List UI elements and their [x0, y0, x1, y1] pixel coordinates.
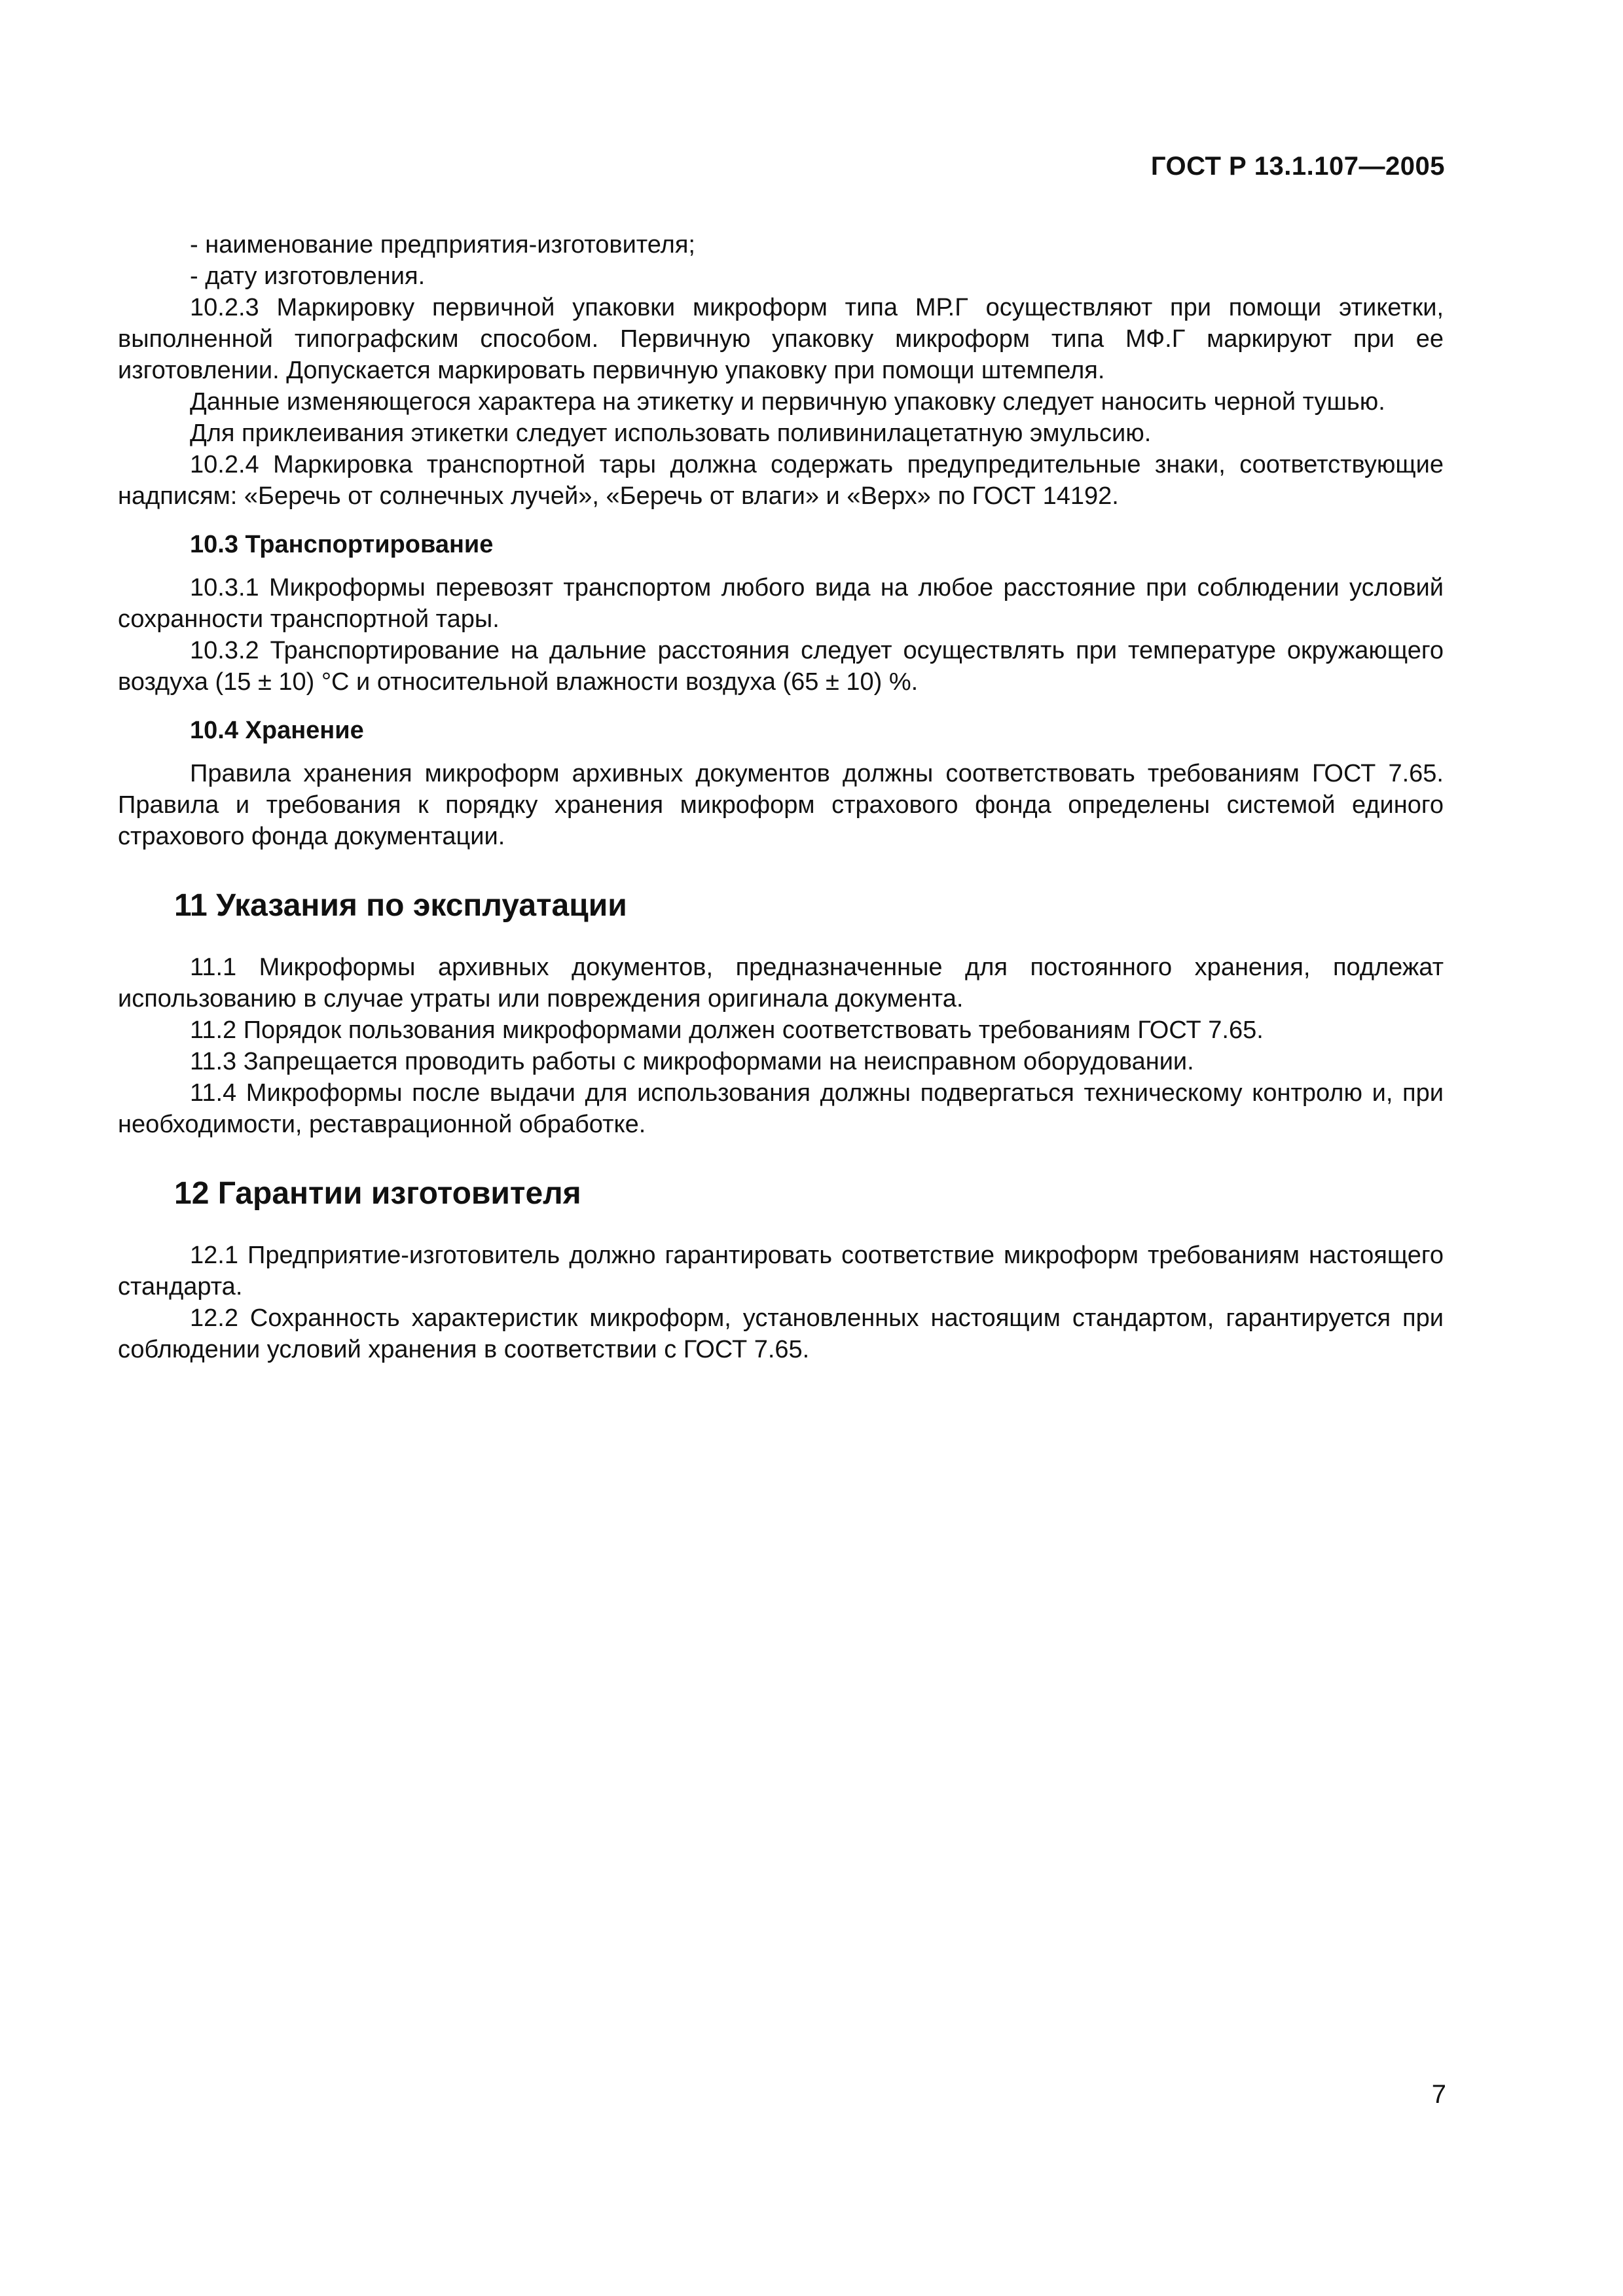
paragraph: - дату изготовления. — [190, 262, 426, 290]
paragraph: Правила хранения микроформ архивных документов должны соответствовать требованиям ГОСТ 7.65. Правила и требования к порядку хранения микроформ страхового фонда определены системой единого страхового фонда документации. — [118, 760, 1444, 850]
subsection-heading-transport: 10.3 Транспортирование — [190, 531, 494, 558]
paragraph: 12.2 Сохранность характеристик микроформ, установленных настоящим стандартом, гарантируется при соблюдении условий хранения в соответствии с ГОСТ 7.65. — [118, 1304, 1444, 1363]
section-heading-operation: 11 Указания по эксплуатации — [174, 888, 627, 923]
paragraph: 11.1 Микроформы архивных документов, предназначенные для постоянного хранения, подлежат использованию в случае утраты или повреждения оригинала документа. — [118, 954, 1444, 1013]
page-number: 7 — [1431, 2080, 1446, 2109]
section-heading-warranty: 12 Гарантии изготовителя — [174, 1176, 581, 1211]
paragraph: 10.2.4 Маркировка транспортной тары должна содержать предупредительные знаки, соответствующие надписям: «Беречь от солнечных лучей», «Беречь от влаги» и «Верх» по ГОСТ 14192. — [118, 451, 1444, 510]
paragraph: 10.2.3 Маркировку первичной упаковки микроформ типа МР.Г осуществляют при помощи этикетки, выполненной типографским способом. Первичную упаковку микроформ типа МФ.Г маркируют при ее изготовлении. Допускается маркировать первичную упаковку при помощи штемпеля. — [118, 294, 1444, 384]
paragraph: 10.3.2 Транспортирование на дальние расстояния следует осуществлять при температуре окружающего воздуха (15 ± 10) °С и относительной влажности воздуха (65 ± 10) %. — [118, 637, 1444, 696]
paragraph: Данные изменяющегося характера на этикетку и первичную упаковку следует наносить черной тушью. — [190, 388, 1385, 416]
page-body — [118, 229, 1444, 1365]
paragraph: - наименование предприятия-изготовителя; — [190, 231, 695, 259]
paragraph: 11.4 Микроформы после выдачи для использования должны подвергаться техническому контролю и, при необходимости, реставрационной обработке. — [118, 1079, 1444, 1138]
document-code-header: ГОСТ Р 13.1.107—2005 — [1150, 152, 1445, 181]
subsection-heading-storage: 10.4 Хранение — [190, 717, 364, 744]
paragraph: 12.1 Предприятие-изготовитель должно гарантировать соответствие микроформ требованиям настоящего стандарта. — [118, 1242, 1444, 1300]
paragraph: 11.3 Запрещается проводить работы с микроформами на неисправном оборудовании. — [190, 1048, 1194, 1075]
paragraph: 10.3.1 Микроформы перевозят транспортом любого вида на любое расстояние при соблюдении условий сохранности транспортной тары. — [118, 574, 1444, 633]
paragraph: 11.2 Порядок пользования микроформами должен соответствовать требованиям ГОСТ 7.65. — [190, 1016, 1264, 1044]
paragraph: Для приклеивания этикетки следует использовать поливинилацетатную эмульсию. — [190, 420, 1152, 447]
